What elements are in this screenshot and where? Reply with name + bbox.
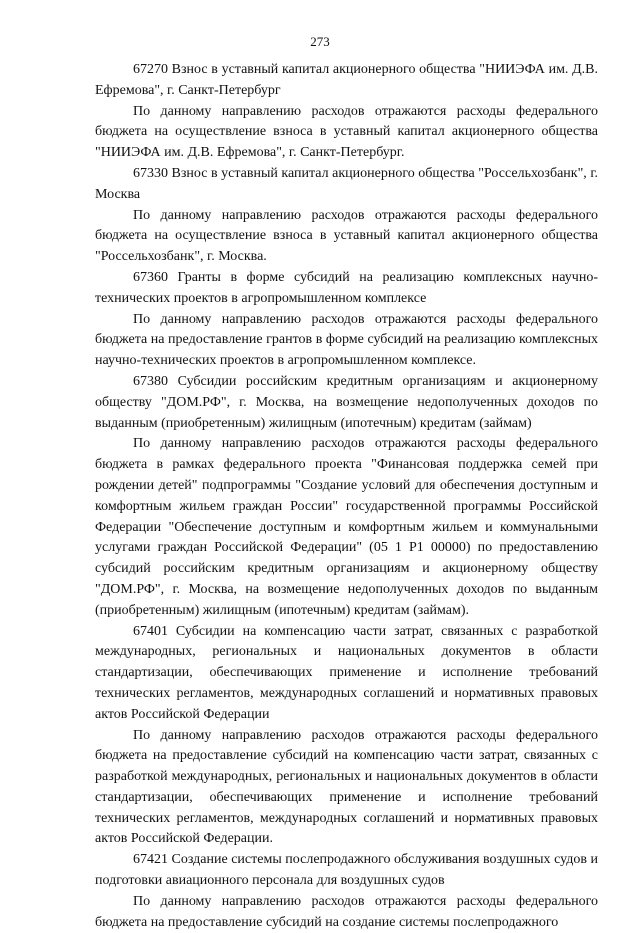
- paragraph-67330-heading: 67330 Взнос в уставный капитал акционерного общества "Россельхозбанк", г. Москва: [95, 165, 598, 202]
- paragraph-67270-description: По данному направлению расходов отражаются расходы федерального бюджета на осуществление взноса в уставный капитал акционерного общества "НИИЭФА им. Д.В. Ефремова", г. Санкт-Петербург.: [95, 103, 598, 161]
- paragraph-67360-description: По данному направлению расходов отражаются расходы федерального бюджета на предоставление грантов в форме субсидий на реализацию комплексных научно-технических проектов в агропромышленном комплексе.: [95, 311, 598, 369]
- page-number: 273: [310, 34, 330, 49]
- paragraph-67360-heading: 67360 Гранты в форме субсидий на реализацию комплексных научно-технических проектов в агропромышленном комплексе: [95, 269, 598, 306]
- paragraph-67270-heading: 67270 Взнос в уставный капитал акционерного общества "НИИЭФА им. Д.В. Ефремова", г. Санкт-Петербург: [95, 62, 598, 98]
- paragraph-67421-description: По данному направлению расходов отражаются расходы федерального бюджета на предоставление субсидий на создание системы послепродажного: [95, 893, 598, 930]
- paragraph-67380-description: По данному направлению расходов отражаются расходы федерального бюджета в рамках федерального проекта "Финансовая поддержка семей при рождении детей" подпрограммы "Создание условий для обеспечения доступным и комфортным жильем граждан России" государственной программы Российской Федерации "Обеспечение доступным и комфортным жильем и коммунальными услугами граждан Российской Федерации" (05 1 P1 00000) по предоставлению субсидий российским кредитным организациям и акционерному обществу "ДОМ.РФ", г. Москва, на возмещение недополученных доходов по выданным (приобретенным) жилищным (ипотечным) кредитам (займам).: [95, 436, 598, 618]
- document-body: [95, 60, 598, 933]
- paragraph-67401-description: По данному направлению расходов отражаются расходы федерального бюджета на предоставление субсидий на компенсацию части затрат, связанных с разработкой международных, региональных и национальных документов в области стандартизации, обеспечивающих применение и исполнение требований технических регламентов, международных соглашений и нормативных правовых актов Российской Федерации.: [95, 727, 598, 847]
- paragraph-67421-heading: 67421 Создание системы послепродажного обслуживания воздушных судов и подготовки авиационного персонала для воздушных судов: [95, 852, 598, 889]
- paragraph-67330-description: По данному направлению расходов отражаются расходы федерального бюджета на осуществление взноса в уставный капитал акционерного общества "Россельхозбанк", г. Москва.: [95, 207, 598, 265]
- paragraph-67401-heading: 67401 Субсидии на компенсацию части затрат, связанных с разработкой международных, региональных и национальных документов в области стандартизации, обеспечивающих применение и исполнение требований технических регламентов, международных соглашений и нормативных правовых актов Российской Федерации: [95, 623, 598, 722]
- paragraph-67380-heading: 67380 Субсидии российским кредитным организациям и акционерному обществу "ДОМ.РФ", г. Москва, на возмещение недополученных доходов по выданным (приобретенным) жилищным (ипотечным) кредитам (займам): [95, 373, 598, 431]
